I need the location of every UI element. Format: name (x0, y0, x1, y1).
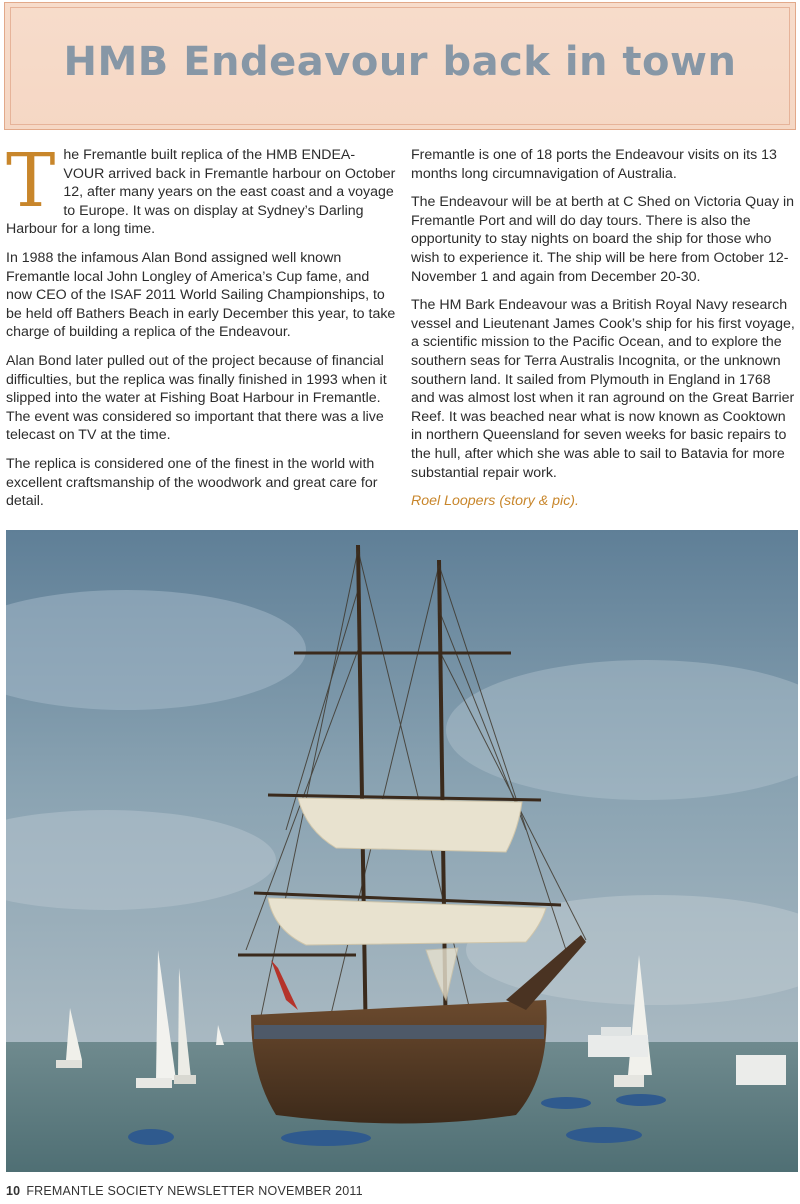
paragraph-3: Alan Bond later pulled out of the project because of financial difficulties, but the replica was finally finished in 1993 when it slipped into the water at Fishing Boat Harbour in Fremantle. The event was considered so important that there was a live telecast on TV at the time. (6, 352, 387, 444)
ship-photo (6, 530, 798, 1172)
photo-credit: Roel Loopers (story & pic). (411, 493, 579, 510)
paragraph-7: The HM Bark Endeavour was a British Royal Navy research vessel and Lieutenant James Cook’s ship for his first voyage, a scientific mission to the Pacific Ocean, and to explore the southern seas for Terra Australis Incognita, or the unknown southern land. It sailed from Plymouth in England in 1768 and was almost lost when it ran aground on the Great Barrier Reef. It was beached near what is now known as Cooktown in northern Queensland for seven weeks for basic repairs to the hull, after which she was able to sail to Batavia for more substantial repair work. (411, 297, 795, 481)
page-number: 10 (6, 1184, 21, 1198)
ship-hull (251, 1000, 547, 1124)
title-banner (4, 2, 796, 130)
paragraph-4: The replica is considered one of the finest in the world with excellent craftsmanship of the woodwork and great care for detail. (6, 455, 378, 510)
paragraph-2: In 1988 the infamous Alan Bond assigned well known Fremantle local John Longley of America’s Cup fame, and now CEO of the ISAF 2011 World Sailing Championships, to be held off Bathers Beach in early December this year, to take charge of building a replica of the Endeavour. (6, 249, 396, 341)
drop-cap: T (6, 138, 56, 224)
paragraph-5: Fremantle is one of 18 ports the Endeavour visits on its 13 months long circumnavigation of Australia. (411, 147, 777, 182)
page-title: HMB Endeavour back in town (63, 39, 737, 85)
paragraph-1-text: he Fremantle built replica of the HMB ENDEA-VOUR arrived back in Fremantle harbour on October 12, after many years on the east coast and a voyage to Europe. It was on display at Sydney’s Darling Harbour for a long time. (6, 147, 396, 238)
ship-illustration (6, 530, 798, 1172)
page-footer (6, 1184, 363, 1198)
paragraph-1 (6, 138, 396, 239)
publication-name: FREMANTLE SOCIETY NEWSLETTER NOVEMBER 2011 (26, 1184, 363, 1198)
right-column (411, 146, 798, 521)
left-column (6, 138, 396, 521)
paragraph-6: The Endeavour will be at berth at C Shed on Victoria Quay in Fremantle Port and will do day tours. There is also the opportunity to stay nights on board the ship for those who wish to experience it. The ship will be here from October 12- November 1 and again from December 20-30. (411, 194, 795, 285)
